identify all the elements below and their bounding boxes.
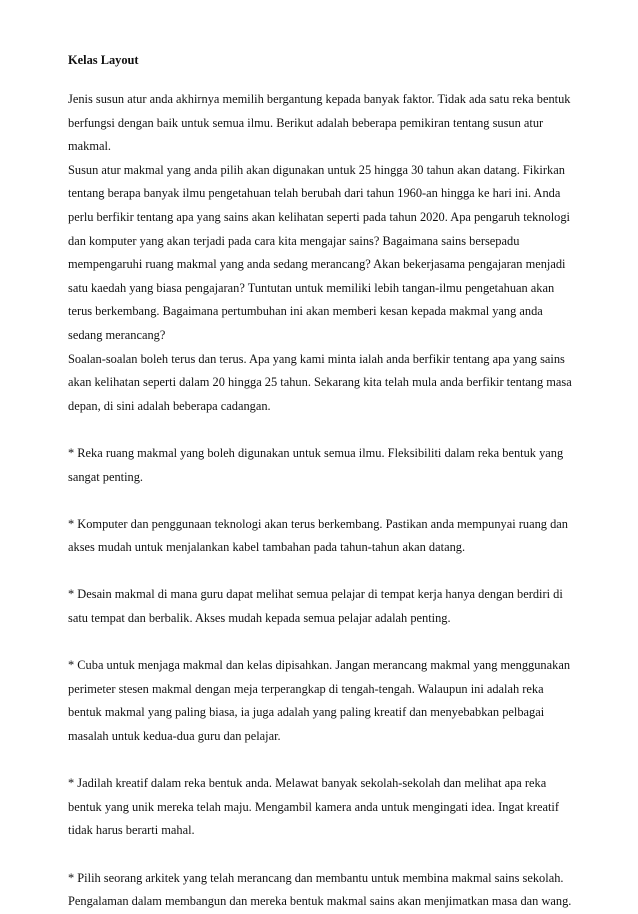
suggestion-item: * Komputer dan penggunaan teknologi akan terus berkembang. Pastikan anda mempunyai ruang dan akses mudah untuk menjalankan kabel tambahan pada tahun-tahun akan datang. <box>68 516 568 555</box>
paragraph-spacer <box>68 560 576 584</box>
paragraph-spacer <box>68 843 576 867</box>
suggestion-item: * Desain makmal di mana guru dapat melihat semua pelajar di tempat kerja hanya dengan berdiri di satu tempat dan berbalik. Akses mudah kepada semua pelajar adalah penting. <box>68 587 563 626</box>
document-title: Kelas Layout <box>68 53 139 67</box>
suggestion-item: * Jadilah kreatif dalam reka bentuk anda. Melawat banyak sekolah-sekolah dan melihat apa reka bentuk yang unik mereka telah maju. Mengambil kamera anda untuk mengingati idea. Ingat kreatif tidak harus berarti mahal. <box>68 776 559 838</box>
suggestion-item: * Cuba untuk menjaga makmal dan kelas dipisahkan. Jangan merancang makmal yang menggunakan perimeter stesen makmal dengan meja terperangkap di tengah-tengah. Walaupun ini adalah reka bentuk makmal yang paling biasa, ia juga adalah yang paling kreatif dan menyebabkan pelbagai masalah untuk kedua-dua guru dan pelajar. <box>68 658 571 744</box>
suggestion-item: * Pilih seorang arkitek yang telah merancang dan membantu untuk membina makmal sains sekolah. Pengalaman dalam membangun dan mereka bentuk makmal sains akan menjimatkan masa dan wang. <box>68 870 572 909</box>
intro-paragraph: Jenis susun atur anda akhirnya memilih bergantung kepada banyak faktor. Tidak ada satu reka bentuk berfungsi dengan baik untuk semua ilmu. Berikut adalah beberapa pemikiran tentang susun atur makmal. <box>68 92 571 154</box>
intro-paragraph: Susun atur makmal yang anda pilih akan digunakan untuk 25 hingga 30 tahun akan datang. Fikirkan tentang berapa banyak ilmu pengetahuan telah berubah dari tahun 1960-an hingga ke hari ini. Anda perlu berfikir tentang apa yang sains akan kelihatan seperti pada tahun 2020. Apa pengaruh teknologi dan komputer yang akan terjadi pada cara kita mengajar sains? Bagaimana sains bersepadu mempengaruhi ruang makmal yang anda sedang merancang? Akan bekerjasama pengajaran menjadi satu kaedah yang biasa pengajaran? Tuntutan untuk memiliki lebih tangan-ilmu pengetahuan akan terus berkembang. Bagaimana pertumbuhan ini akan memberi kesan kepada makmal yang anda sedang merancang? <box>68 162 571 342</box>
paragraph-spacer <box>68 418 576 442</box>
document-page <box>68 50 576 914</box>
intro-paragraph: Soalan-soalan boleh terus dan terus. Apa yang kami minta ialah anda berfikir tentang apa yang sains akan kelihatan seperti dalam 20 hingga 25 tahun. Sekarang kita telah mula anda berfikir tentang masa depan, di sini adalah beberapa cadangan. <box>68 351 572 413</box>
paragraph-spacer <box>68 749 576 773</box>
paragraph-spacer <box>68 631 576 655</box>
paragraph-spacer <box>68 489 576 513</box>
suggestion-item: * Reka ruang makmal yang boleh digunakan untuk semua ilmu. Fleksibiliti dalam reka bentuk yang sangat penting. <box>68 445 564 484</box>
